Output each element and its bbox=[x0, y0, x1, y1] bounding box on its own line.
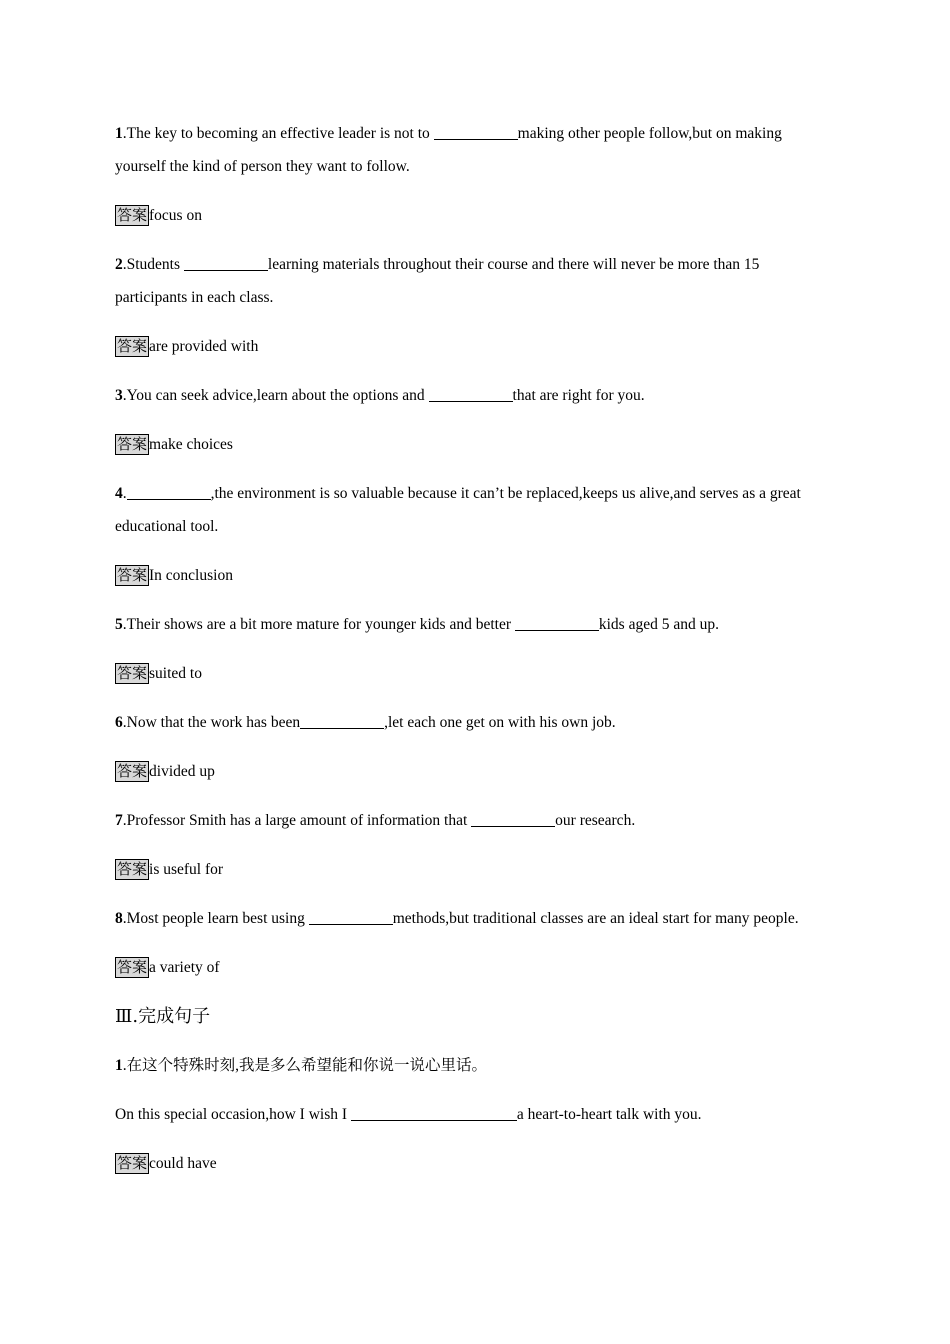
question-number: 5 bbox=[115, 616, 123, 633]
answer-7 bbox=[115, 853, 835, 886]
question-text-after: methods,but traditional classes are an ideal start for many people. bbox=[392, 910, 799, 927]
question-text-before: .Students bbox=[122, 256, 184, 273]
document-page bbox=[115, 117, 835, 1196]
question-number: 1 bbox=[115, 125, 123, 142]
question-chinese-text: .在这个特殊时刻,我是多么希望能和你说一说心里话。 bbox=[122, 1057, 488, 1074]
question-1 bbox=[115, 117, 835, 183]
question-number: 4 bbox=[115, 485, 123, 502]
answer-blank bbox=[309, 910, 393, 925]
question-text-after: learning materials throughout their course and there will never be more than 15 participants in each class. bbox=[115, 256, 760, 306]
answer-tag: 答案 bbox=[117, 958, 148, 976]
question-text-after: our research. bbox=[555, 812, 636, 829]
answer-6 bbox=[115, 755, 835, 788]
question-text-before: .Now that the work has been bbox=[122, 714, 301, 731]
question-text-before: .Professor Smith has a large amount of information that bbox=[122, 812, 472, 829]
answer-tag: 答案 bbox=[117, 1154, 148, 1172]
question-text-after: ,let each one get on with his own job. bbox=[384, 714, 616, 731]
question-number: 3 bbox=[115, 387, 123, 404]
question-7 bbox=[115, 804, 835, 837]
answer-text: are provided with bbox=[149, 338, 259, 355]
answer-text: a variety of bbox=[149, 959, 220, 976]
question-text-after: ,the environment is so valuable because it can’t be replaced,keeps us alive,and serves as a great educational tool. bbox=[115, 485, 801, 535]
question-number: 7 bbox=[115, 812, 123, 829]
answer-tag: 答案 bbox=[117, 206, 148, 224]
question-number: 8 bbox=[115, 910, 123, 927]
answer-5 bbox=[115, 657, 835, 690]
question-8 bbox=[115, 902, 835, 935]
question-number: 2 bbox=[115, 256, 123, 273]
question-text-after: kids aged 5 and up. bbox=[598, 616, 719, 633]
answer-blank bbox=[429, 387, 513, 402]
answer-3 bbox=[115, 428, 835, 461]
section3-answer-1 bbox=[115, 1147, 835, 1180]
section3-question-1-english bbox=[115, 1098, 835, 1131]
question-text-before: .The key to becoming an effective leader is not to bbox=[122, 125, 434, 142]
answer-blank bbox=[300, 714, 384, 729]
question-6 bbox=[115, 706, 835, 739]
answer-1 bbox=[115, 199, 835, 232]
question-3 bbox=[115, 379, 835, 412]
answer-text: In conclusion bbox=[149, 567, 233, 584]
question-text-after: making other people follow,but on making yourself the kind of person they want to follow. bbox=[115, 125, 782, 175]
answer-blank bbox=[515, 616, 599, 631]
answer-tag: 答案 bbox=[117, 860, 148, 878]
answer-text: make choices bbox=[149, 436, 233, 453]
answer-text: focus on bbox=[149, 207, 202, 224]
question-4 bbox=[115, 477, 835, 543]
answer-blank bbox=[127, 485, 211, 500]
question-text-before: .Most people learn best using bbox=[122, 910, 309, 927]
question-text-before: .You can seek advice,learn about the options and bbox=[122, 387, 429, 404]
answer-text: divided up bbox=[149, 763, 215, 780]
answer-tag: 答案 bbox=[117, 435, 148, 453]
answer-tag: 答案 bbox=[117, 566, 148, 584]
question-text-before: .Their shows are a bit more mature for younger kids and better bbox=[122, 616, 515, 633]
answer-8 bbox=[115, 951, 835, 984]
answer-blank bbox=[351, 1106, 517, 1121]
answer-tag: 答案 bbox=[117, 664, 148, 682]
question-number: 6 bbox=[115, 714, 123, 731]
question-text-before: On this special occasion,how I wish I bbox=[115, 1106, 351, 1123]
answer-blank bbox=[184, 256, 268, 271]
question-2 bbox=[115, 248, 835, 314]
question-number: 1 bbox=[115, 1057, 123, 1074]
answer-blank bbox=[434, 125, 518, 140]
answer-text: suited to bbox=[149, 665, 202, 682]
answer-2 bbox=[115, 330, 835, 363]
question-text-before: . bbox=[122, 485, 127, 502]
answer-tag: 答案 bbox=[117, 762, 148, 780]
section3-question-1-chinese bbox=[115, 1049, 835, 1082]
answer-blank bbox=[471, 812, 555, 827]
answer-tag: 答案 bbox=[117, 337, 148, 355]
question-5 bbox=[115, 608, 835, 641]
section-heading: Ⅲ.完成句子 bbox=[115, 1006, 211, 1027]
question-text-after: that are right for you. bbox=[512, 387, 645, 404]
answer-text: is useful for bbox=[149, 861, 224, 878]
answer-4 bbox=[115, 559, 835, 592]
question-text-after: a heart-to-heart talk with you. bbox=[516, 1106, 702, 1123]
answer-text: could have bbox=[149, 1155, 217, 1172]
